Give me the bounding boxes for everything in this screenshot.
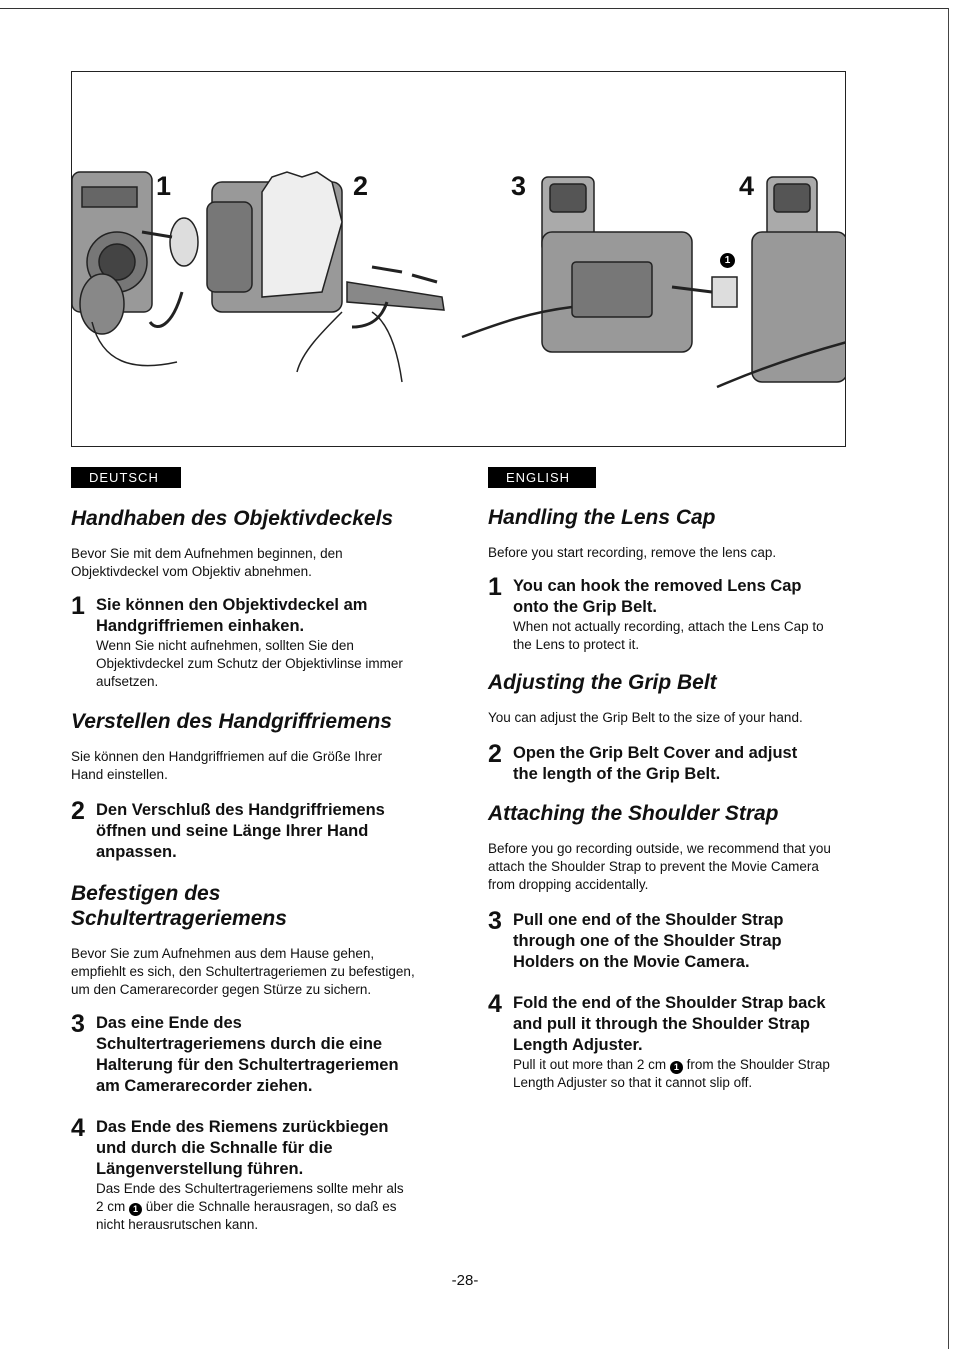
step-1-en bbox=[488, 573, 858, 654]
callout-marker-icon: 1 bbox=[129, 1203, 142, 1216]
step-title-line: Fold the end of the Shoulder Strap back bbox=[513, 994, 826, 1012]
step-description bbox=[513, 618, 858, 654]
illustration-shoulder-strap-4 bbox=[712, 177, 846, 387]
intro-line: um den Camerarecorder gegen Stürze zu sichern. bbox=[71, 982, 372, 997]
intro-line: Sie können den Handgriffriemen auf die Größe Ihrer bbox=[71, 749, 383, 764]
step-desc-text: Pull it out more than 2 cm bbox=[513, 1057, 667, 1072]
step-number: 4 bbox=[488, 990, 502, 1018]
intro-line: Before you go recording outside, we recommend that you bbox=[488, 841, 831, 856]
figure-step-label-4: 4 bbox=[739, 171, 755, 201]
page-number: -28- bbox=[451, 1272, 479, 1289]
figure-step-label-2: 2 bbox=[353, 171, 369, 201]
figure-step-label-3: 3 bbox=[511, 171, 527, 201]
language-badge-deutsch: DEUTSCH bbox=[71, 467, 181, 488]
step-title-line: Halterung für den Schultertrageriemen bbox=[96, 1056, 399, 1074]
step-title-line: Den Verschluß des Handgriffriemens bbox=[96, 801, 385, 819]
illustration-grip-belt bbox=[207, 172, 444, 382]
intro-line: attach the Shoulder Strap to prevent the Movie Camera bbox=[488, 859, 819, 874]
figure-callout-marker: 1 bbox=[720, 253, 735, 268]
step-2-de bbox=[71, 797, 441, 863]
intro-line: Bevor Sie zum Aufnehmen aus dem Hause gehen, bbox=[71, 946, 375, 961]
step-title bbox=[513, 993, 858, 1056]
step-title-line: Sie können den Objektivdeckel am bbox=[96, 596, 368, 614]
step-title-line: through one of the Shoulder Strap bbox=[513, 932, 782, 950]
step-title bbox=[96, 800, 441, 863]
step-number: 3 bbox=[71, 1010, 85, 1038]
step-description bbox=[513, 1056, 858, 1092]
step-desc-text: über die Schnalle herausragen, so daß es bbox=[145, 1199, 397, 1214]
step-1-de bbox=[71, 592, 441, 691]
intro-line: empfiehlt es sich, den Schultertrageriemen zu befestigen, bbox=[71, 964, 415, 979]
step-title-line: anpassen. bbox=[96, 843, 177, 861]
heading-lens-cap-de: Handhaben des Objektivdeckels bbox=[71, 507, 394, 530]
heading-line: Schultertrageriemens bbox=[71, 907, 287, 930]
heading-shoulder-strap-en: Attaching the Shoulder Strap bbox=[488, 802, 779, 825]
step-title-line: Das eine Ende des bbox=[96, 1014, 242, 1032]
step-title-line: und durch die Schnalle für die bbox=[96, 1139, 333, 1157]
intro-line: Objektivdeckel vom Objektiv abnehmen. bbox=[71, 564, 312, 579]
step-3-de bbox=[71, 1010, 441, 1097]
intro-shoulder-strap-de bbox=[71, 945, 441, 999]
heading-line: Befestigen des bbox=[71, 882, 221, 905]
intro-grip-belt-en: You can adjust the Grip Belt to the size of your hand. bbox=[488, 710, 803, 725]
step-title-line: öffnen und seine Länge Ihrer Hand bbox=[96, 822, 369, 840]
step-number: 1 bbox=[71, 592, 85, 620]
step-desc-line: nicht herausrutschen kann. bbox=[96, 1217, 259, 1232]
step-desc-line: the Lens to protect it. bbox=[513, 637, 640, 652]
step-description bbox=[96, 1180, 441, 1234]
illustration-shoulder-strap-3 bbox=[462, 177, 712, 352]
step-desc-line: Objektivdeckel zum Schutz der Objektivlinse immer bbox=[96, 656, 403, 671]
step-title-line: Schultertrageriemens durch die eine bbox=[96, 1035, 383, 1053]
heading-grip-belt-de: Verstellen des Handgriffriemens bbox=[71, 710, 392, 733]
intro-line: Bevor Sie mit dem Aufnehmen beginnen, den bbox=[71, 546, 343, 561]
step-title-line: You can hook the removed Lens Cap bbox=[513, 577, 802, 595]
step-title-line: Length Adjuster. bbox=[513, 1036, 643, 1054]
step-desc-text: 2 cm bbox=[96, 1199, 126, 1214]
step-title-line: onto the Grip Belt. bbox=[513, 598, 657, 616]
intro-line: Hand einstellen. bbox=[71, 767, 168, 782]
intro-line: from dropping accidentally. bbox=[488, 877, 649, 892]
heading-lens-cap-en: Handling the Lens Cap bbox=[488, 506, 716, 529]
step-title bbox=[513, 910, 858, 973]
step-number: 3 bbox=[488, 907, 502, 935]
step-desc-text: from the Shoulder Strap bbox=[686, 1057, 830, 1072]
step-desc-line: aufsetzen. bbox=[96, 674, 159, 689]
step-number: 2 bbox=[488, 740, 502, 768]
step-4-en bbox=[488, 990, 858, 1092]
intro-grip-belt-de bbox=[71, 748, 441, 784]
illustration-lens-cap bbox=[72, 172, 198, 366]
intro-shoulder-strap-en bbox=[488, 840, 858, 894]
column-english bbox=[488, 467, 858, 1092]
step-number: 4 bbox=[71, 1114, 85, 1142]
step-title-line: and pull it through the Shoulder Strap bbox=[513, 1015, 810, 1033]
step-title-line: Pull one end of the Shoulder Strap bbox=[513, 911, 784, 929]
step-4-de bbox=[71, 1114, 441, 1234]
figure-step-label-1: 1 bbox=[156, 171, 172, 201]
step-number: 1 bbox=[488, 573, 502, 601]
step-desc-line: Length Adjuster so that it cannot slip off. bbox=[513, 1075, 753, 1090]
step-title-line: Das Ende des Riemens zurückbiegen bbox=[96, 1118, 389, 1136]
language-badge-english: ENGLISH bbox=[488, 467, 596, 488]
step-description bbox=[96, 637, 441, 691]
heading-grip-belt-en: Adjusting the Grip Belt bbox=[488, 671, 717, 694]
intro-lens-cap-en: Before you start recording, remove the lens cap. bbox=[488, 545, 777, 560]
heading-shoulder-strap-de bbox=[71, 881, 441, 931]
step-title-line: am Camerarecorder ziehen. bbox=[96, 1077, 313, 1095]
step-3-en bbox=[488, 907, 858, 973]
step-title bbox=[513, 576, 858, 618]
column-deutsch bbox=[71, 467, 441, 1234]
callout-marker-icon: 1 bbox=[670, 1061, 683, 1074]
step-title-line: the length of the Grip Belt. bbox=[513, 765, 721, 783]
step-title-line: Längenverstellung führen. bbox=[96, 1160, 304, 1178]
illustration-panel bbox=[71, 71, 846, 447]
top-border-line bbox=[0, 8, 948, 9]
step-desc-line: Wenn Sie nicht aufnehmen, sollten Sie den bbox=[96, 638, 354, 653]
step-desc-line: Das Ende des Schultertrageriemens sollte mehr als bbox=[96, 1181, 404, 1196]
intro-lens-cap-de bbox=[71, 545, 441, 581]
step-2-en bbox=[488, 740, 858, 785]
step-title-line: Holders on the Movie Camera. bbox=[513, 953, 750, 971]
step-desc-line: When not actually recording, attach the Lens Cap to bbox=[513, 619, 824, 634]
step-title bbox=[96, 595, 441, 637]
right-border-line bbox=[948, 8, 949, 1349]
step-title bbox=[513, 743, 858, 785]
step-title bbox=[96, 1117, 441, 1180]
step-title-line: Handgriffriemen einhaken. bbox=[96, 617, 305, 635]
step-title bbox=[96, 1013, 441, 1097]
step-title-line: Open the Grip Belt Cover and adjust bbox=[513, 744, 798, 762]
step-number: 2 bbox=[71, 797, 85, 825]
